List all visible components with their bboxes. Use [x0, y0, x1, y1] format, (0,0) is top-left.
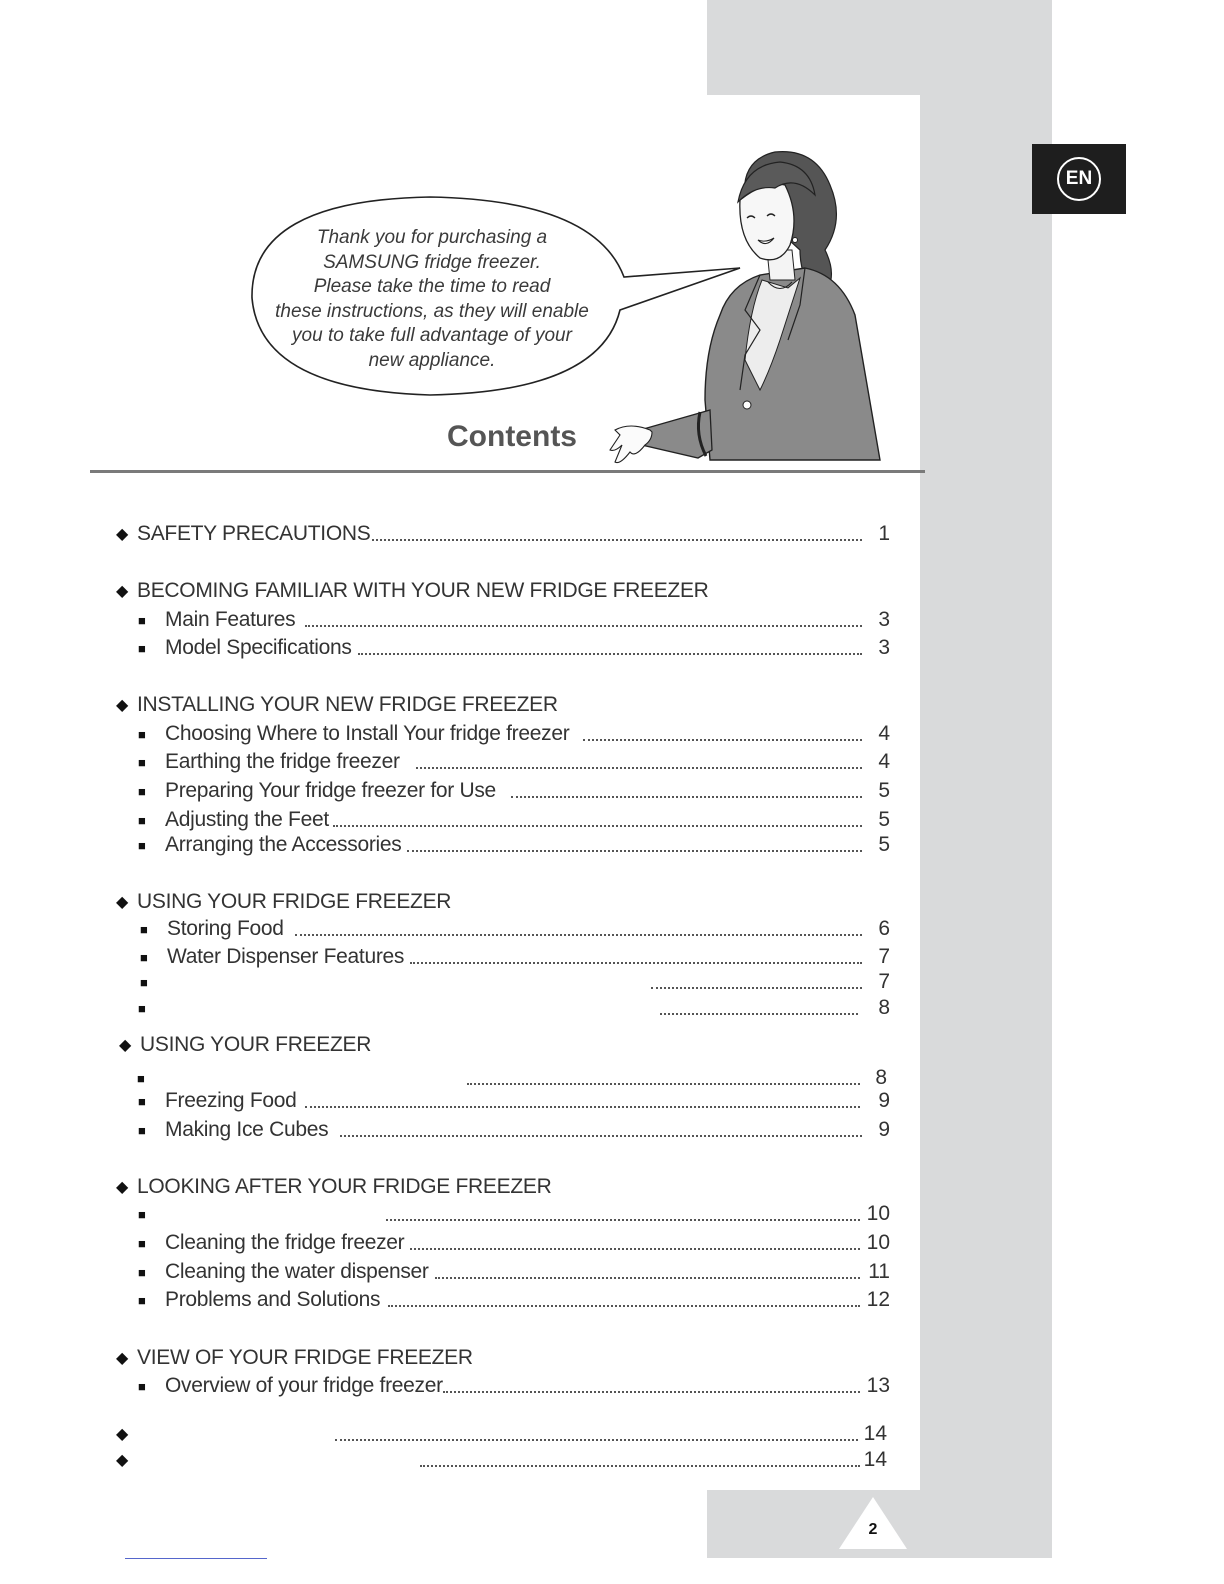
square-bullet-icon: ■ [138, 1236, 146, 1251]
toc-page-number: 12 [866, 1288, 890, 1311]
square-bullet-icon: ■ [138, 1001, 146, 1016]
contents-title: Contents [447, 420, 577, 453]
toc-section [0, 1175, 1224, 1203]
toc-section [0, 579, 1224, 607]
toc-page-number: 14 [863, 1448, 887, 1471]
toc-page-number: 10 [866, 1202, 890, 1225]
square-bullet-icon: ■ [138, 784, 146, 799]
square-bullet-icon: ■ [137, 1071, 145, 1086]
square-bullet-icon: ■ [138, 1379, 146, 1394]
speech-bubble-text [262, 226, 602, 373]
leader-dots [443, 1391, 860, 1393]
toc-item[interactable] [0, 1288, 1224, 1316]
leader-dots [583, 739, 862, 741]
toc-item[interactable] [0, 1260, 1224, 1288]
toc-section-title: LOOKING AFTER YOUR FRIDGE FREEZER [137, 1175, 552, 1198]
toc-item[interactable] [0, 808, 1224, 836]
square-bullet-icon: ■ [138, 727, 146, 742]
toc-item-title: Overview of your fridge freezer [165, 1374, 443, 1397]
bubble-line: new appliance. [368, 349, 496, 371]
bubble-line: these instructions, as they will enable [275, 300, 589, 322]
diamond-bullet-icon: ◆ [116, 1452, 129, 1469]
leader-dots [407, 850, 862, 852]
leader-dots [660, 1013, 858, 1015]
language-label: EN [1057, 157, 1101, 201]
toc-section-title: USING YOUR FRIDGE FREEZER [137, 890, 452, 913]
toc-section [0, 890, 1224, 918]
leader-dots [386, 1219, 860, 1221]
leader-dots [420, 1465, 860, 1467]
square-bullet-icon: ■ [138, 1123, 146, 1138]
toc-page-number: 13 [866, 1374, 890, 1397]
toc-item[interactable] [0, 636, 1224, 664]
toc-item[interactable] [0, 833, 1224, 861]
leader-dots [295, 934, 862, 936]
square-bullet-icon: ■ [138, 613, 146, 628]
bubble-line: Thank you for purchasing a [316, 227, 548, 248]
woman-illustration [610, 152, 880, 463]
toc-item[interactable] [0, 1089, 1224, 1117]
square-bullet-icon: ■ [138, 1094, 146, 1109]
toc-page-number: 5 [878, 779, 890, 802]
square-bullet-icon: ■ [138, 641, 146, 656]
leader-dots [305, 625, 862, 627]
toc-item-title: Storing Food [167, 917, 284, 940]
contents-divider [90, 470, 925, 473]
toc-section-title: USING YOUR FREEZER [140, 1033, 372, 1056]
diamond-bullet-icon: ◆ [116, 583, 129, 600]
toc-page-number: 9 [878, 1118, 890, 1141]
toc-page-number: 3 [878, 608, 890, 631]
leader-dots [388, 1305, 860, 1307]
toc-page-number: 14 [863, 1422, 887, 1445]
toc-item-title: Arranging the Accessories [165, 833, 402, 856]
leader-dots [410, 1248, 860, 1250]
toc-section [0, 1346, 1224, 1374]
bubble-line: you to take full advantage of your [292, 325, 572, 346]
toc-item[interactable] [0, 779, 1224, 807]
toc-item-title: Adjusting the Feet [165, 808, 329, 831]
square-bullet-icon: ■ [140, 950, 148, 965]
toc-item[interactable] [0, 722, 1224, 750]
toc-item[interactable] [0, 945, 1224, 973]
toc-item[interactable] [0, 970, 1224, 998]
toc-item[interactable] [0, 917, 1224, 945]
leader-dots [435, 1277, 860, 1279]
toc-item[interactable] [0, 1231, 1224, 1259]
toc-page-number: 7 [878, 945, 890, 968]
toc-page-number: 8 [875, 1066, 887, 1089]
toc-page-number: 9 [878, 1089, 890, 1112]
diamond-bullet-icon: ◆ [116, 894, 129, 911]
toc-section-title: SAFETY PRECAUTIONS [137, 522, 371, 545]
toc-page-number: 4 [878, 750, 890, 773]
toc-item-title: Choosing Where to Install Your fridge freezer [165, 722, 570, 745]
toc-section-title: VIEW OF YOUR FRIDGE FREEZER [137, 1346, 473, 1369]
leader-dots [511, 796, 862, 798]
leader-dots [467, 1083, 860, 1085]
leader-dots [416, 767, 862, 769]
square-bullet-icon: ■ [138, 838, 146, 853]
toc-item[interactable] [0, 608, 1224, 636]
diamond-bullet-icon: ◆ [116, 1350, 129, 1367]
bottom-underline [125, 1558, 267, 1559]
leader-dots [333, 825, 862, 827]
toc-page-number: 6 [878, 917, 890, 940]
toc-section [0, 1033, 1224, 1061]
diamond-bullet-icon: ◆ [116, 526, 129, 543]
toc-item-title: Cleaning the water dispenser [165, 1260, 429, 1283]
square-bullet-icon: ■ [138, 1265, 146, 1280]
toc-section[interactable] [0, 1448, 1224, 1476]
toc-page-number: 11 [868, 1260, 890, 1283]
leader-dots [335, 1439, 858, 1441]
toc-page-number: 8 [878, 996, 890, 1019]
diamond-bullet-icon: ◆ [116, 697, 129, 714]
leader-dots [372, 539, 862, 541]
toc-item-title: Problems and Solutions [165, 1288, 381, 1311]
toc-section-title: BECOMING FAMILIAR WITH YOUR NEW FRIDGE FREEZER [137, 579, 709, 602]
square-bullet-icon: ■ [138, 1207, 146, 1222]
toc-item[interactable] [0, 996, 1224, 1024]
leader-dots [358, 653, 862, 655]
square-bullet-icon: ■ [140, 922, 148, 937]
square-bullet-icon: ■ [140, 975, 148, 990]
toc-item-title: Preparing Your fridge freezer for Use [165, 779, 496, 802]
toc-item-title: Earthing the fridge freezer [165, 750, 400, 773]
toc-page-number: 5 [878, 808, 890, 831]
toc-item[interactable] [0, 1118, 1224, 1146]
language-tab [1032, 144, 1126, 214]
toc-page-number: 4 [878, 722, 890, 745]
grey-side-band-top [707, 0, 1052, 95]
bubble-line: Please take the time to read [313, 276, 551, 297]
toc-section[interactable] [0, 1422, 1224, 1450]
toc-item[interactable] [0, 1374, 1224, 1402]
square-bullet-icon: ■ [138, 755, 146, 770]
toc-section[interactable] [0, 522, 1224, 550]
leader-dots [651, 987, 862, 989]
toc-item-title: Cleaning the fridge freezer [165, 1231, 405, 1254]
toc-page-number: 3 [878, 636, 890, 659]
toc-item-title: Freezing Food [165, 1089, 297, 1112]
toc-item-title: Main Features [165, 608, 296, 631]
toc-item[interactable] [0, 750, 1224, 778]
toc-item-title: Model Specifications [165, 636, 352, 659]
square-bullet-icon: ■ [138, 813, 146, 828]
toc-section [0, 693, 1224, 721]
bubble-line: SAMSUNG fridge freezer. [323, 251, 541, 273]
toc-page-number: 7 [878, 970, 890, 993]
leader-dots [410, 962, 862, 964]
toc-item[interactable] [0, 1202, 1224, 1230]
toc-page-number: 1 [878, 522, 890, 545]
toc-item-title: Making Ice Cubes [165, 1118, 329, 1141]
leader-dots [340, 1135, 862, 1137]
toc-section-title: INSTALLING YOUR NEW FRIDGE FREEZER [137, 693, 558, 716]
diamond-bullet-icon: ◆ [119, 1037, 132, 1054]
diamond-bullet-icon: ◆ [116, 1179, 129, 1196]
toc-page-number: 5 [878, 833, 890, 856]
diamond-bullet-icon: ◆ [116, 1426, 129, 1443]
page-number: 2 [868, 1521, 878, 1538]
toc-page-number: 10 [866, 1231, 890, 1254]
toc-item-title: Water Dispenser Features [167, 945, 405, 968]
leader-dots [305, 1106, 860, 1108]
square-bullet-icon: ■ [138, 1293, 146, 1308]
